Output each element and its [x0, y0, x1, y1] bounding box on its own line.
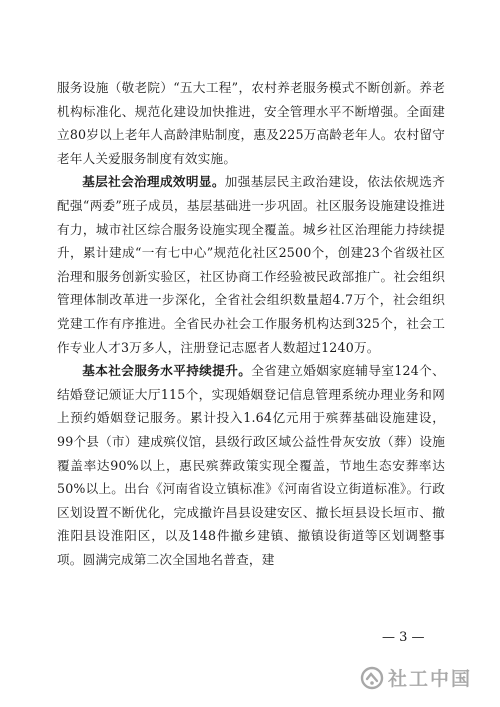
paragraph-heading: 基本社会服务水平持续提升。 [82, 363, 252, 379]
paragraph-grassroots-governance [57, 170, 445, 359]
paragraph-text: 服务设施（敬老院）“五大工程”，农村养老服务模式不断创新。养老机构标准化、规范化建设加快推进，安全管理水平不断增强。全面建立80岁以上老年人高龄津贴制度，惠及225万高龄老年人。农村留守老年人关爱服务制度有效实施。 [57, 80, 445, 166]
watermark [360, 664, 472, 691]
body-text [57, 76, 445, 571]
paragraph-text: 全省建立婚姻家庭辅导室124个、结婚登记颁证大厅115个，实现婚姻登记信息管理系统办理业务和网上预约婚姻登记服务。累计投入1.64亿元用于殡葬基础设施建设，99个县（市）建成殡仪馆，县级行政区域公益性骨灰安放（葬）设施覆盖率达90%以上，惠民殡葬政策实现全覆盖，节地生态安葬率达50%以上。出台《河南省设立镇标准》《河南省设立街道标准》。行政区划设置不断优化，完成撤许昌县设建安区、撤长垣县设长垣市、撤淮阳县设淮阳区，以及148件撤乡建镇、撤镇设街道等区划调整事项。圆满完成第二次全国地名普查，建 [57, 363, 445, 567]
paragraph-elderly-services [57, 76, 445, 170]
paragraph-heading: 基层社会治理成效明显。 [82, 174, 225, 190]
paragraph-text: 加强基层民主政治建设，依法依规选齐配强“两委”班子成员，基层基础进一步巩固。社区服务设施建设推进有力，城市社区综合服务设施实现全覆盖。城乡社区治理能力持续提升，累计建成“一有七中心”规范化社区2500个，创建23个省级社区治理和服务创新实验区，社区协商工作经验被民政部推广。社会组织管理体制改革进一步深化，全省社会组织数量超4.7万个，社会组织党建工作有序推进。全省民办社会工作服务机构达到325个，社会工作专业人才3万多人，注册登记志愿者人数超过1240万。 [57, 174, 446, 355]
social-work-logo-icon [360, 666, 384, 690]
paragraph-basic-social-services [57, 359, 445, 571]
page-number: — 3 — [382, 630, 425, 645]
watermark-text: 社工中国 [388, 668, 473, 690]
